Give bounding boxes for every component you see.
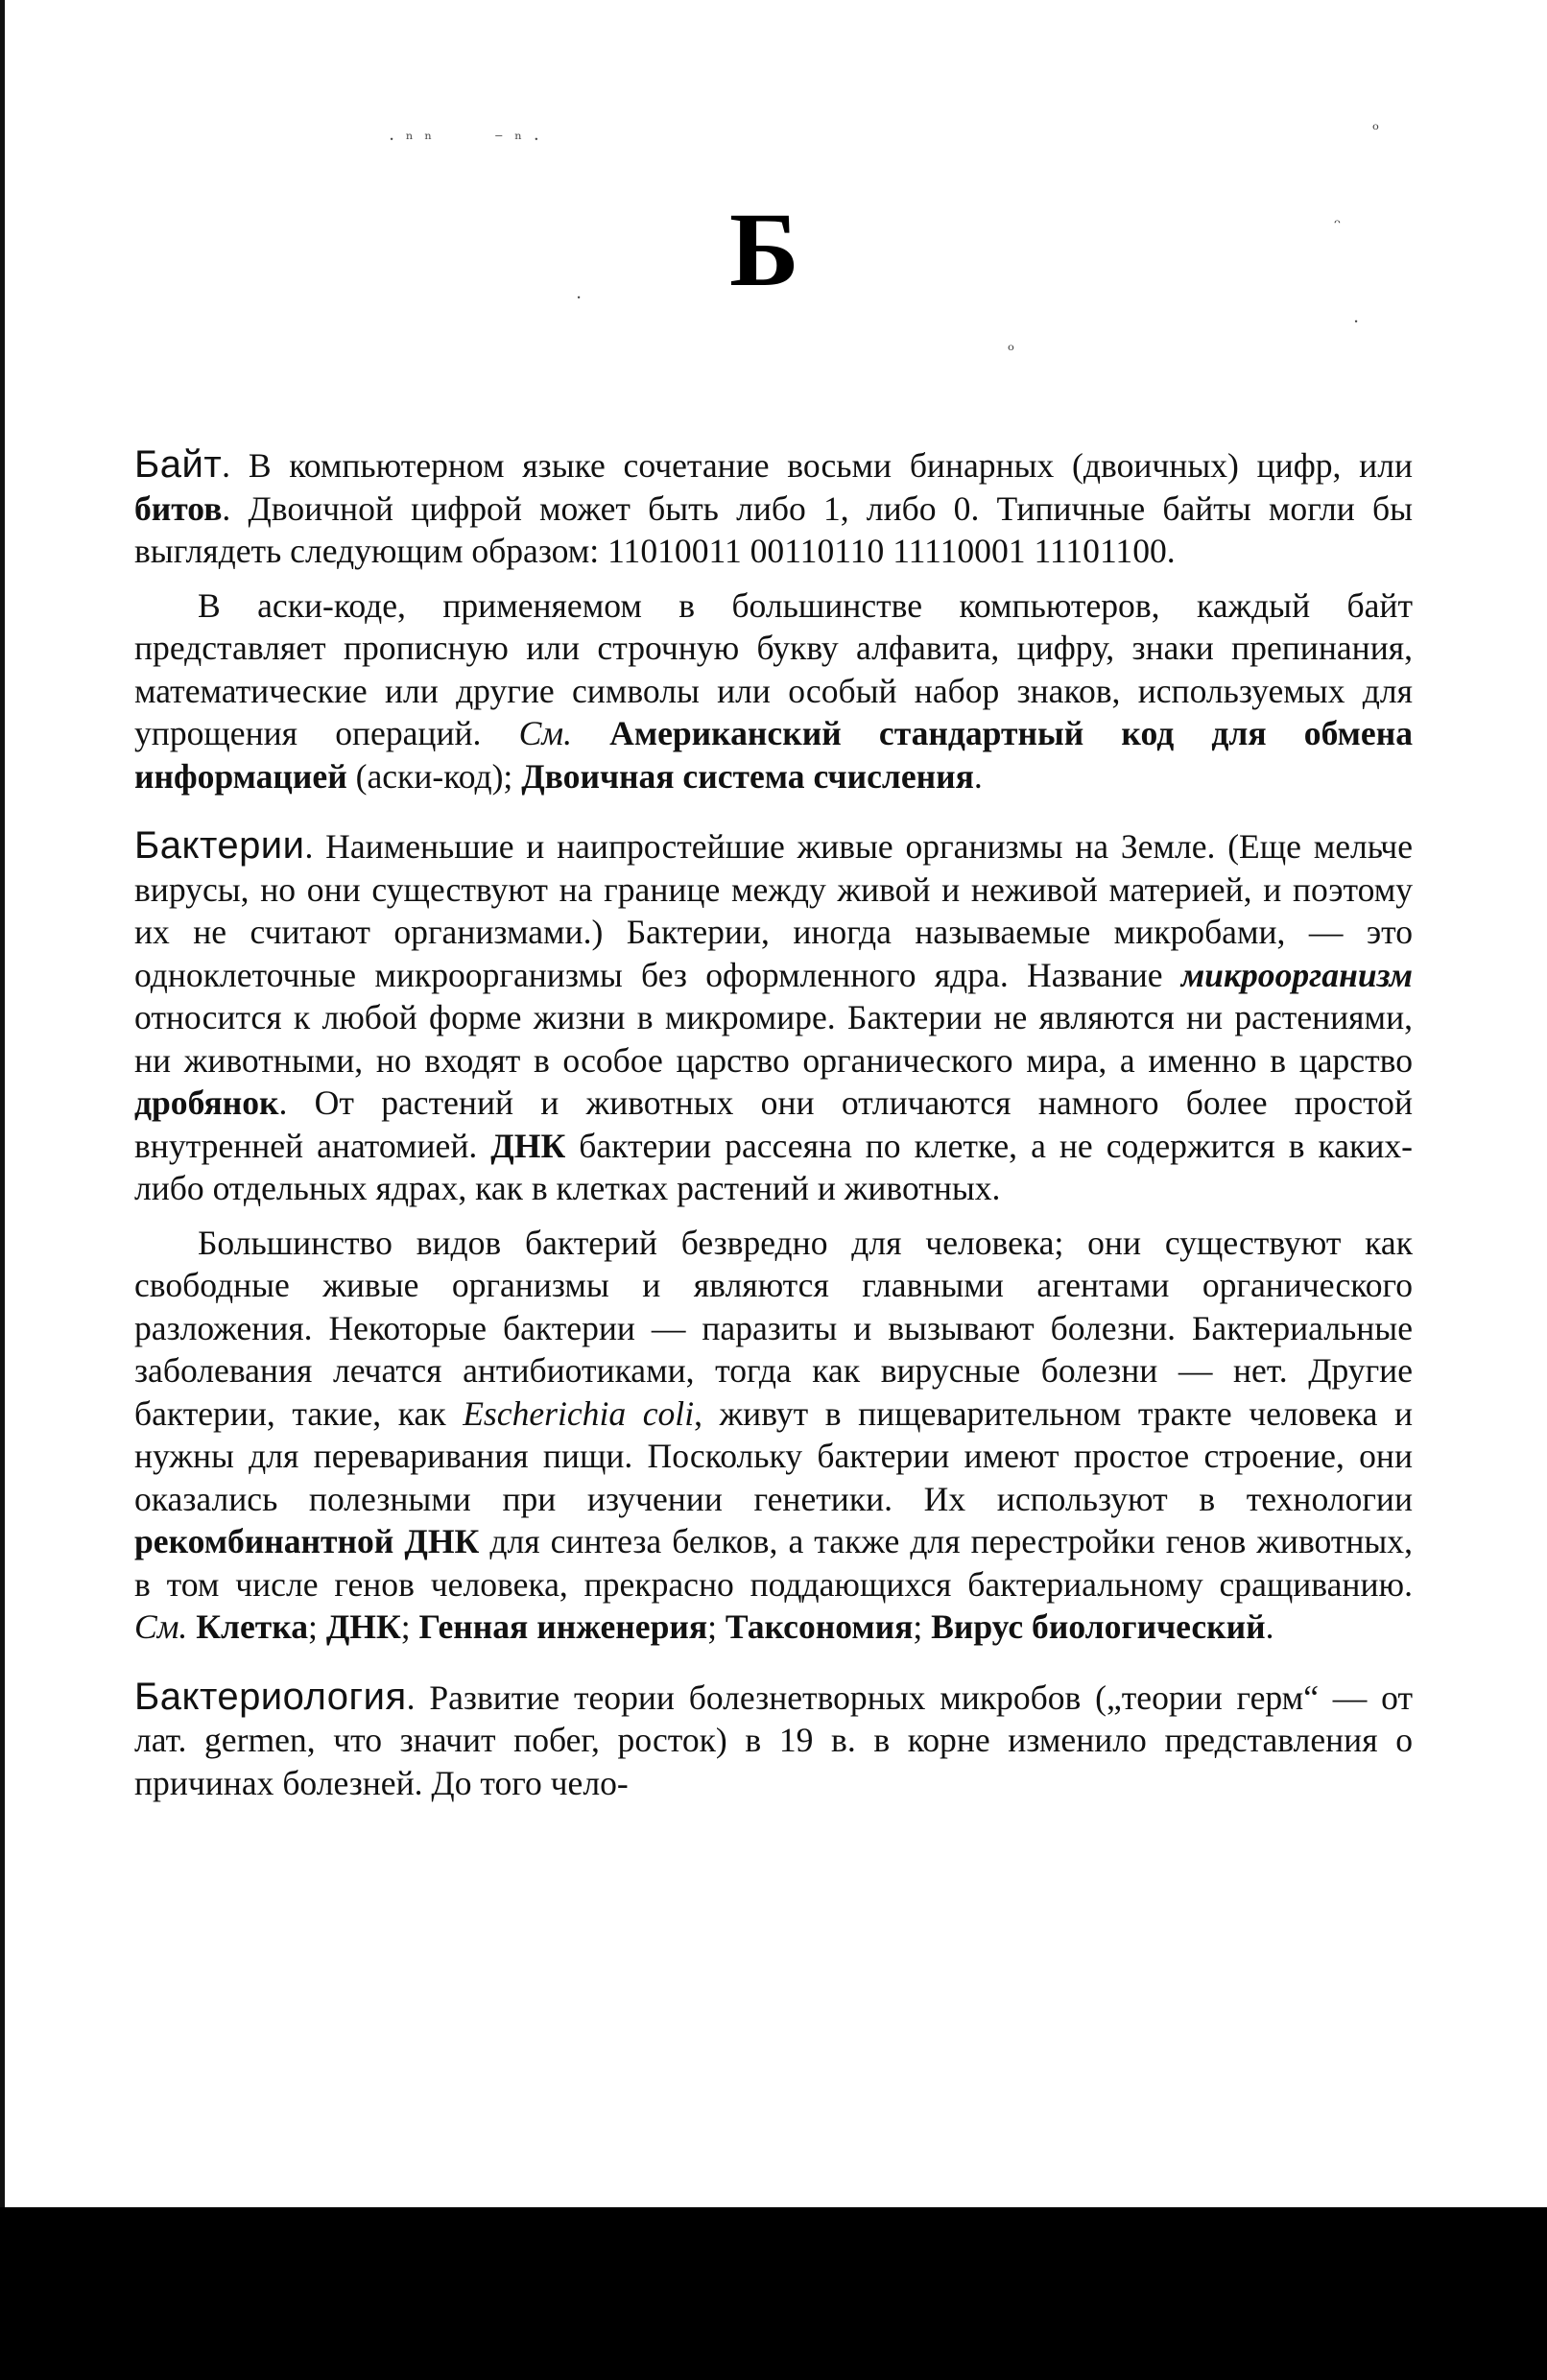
page-edge — [0, 0, 5, 2207]
scan-noise: ⋅ ⁿ ⁿ — [389, 130, 436, 150]
body-text: Наименьшие и наипростейшие живые организмы на Земле. (Еще мельче вирусы, но они существуют на границе между живой и неживой материей, и поэтому их не считают организмами.) Бактерии, иногда называемые микробами, — это одноклеточные микроорганизмы без оформленного ядра. Название — [134, 827, 1413, 994]
body-text: . От растений и животных они отличаются намного более простой внутренней анатомией. — [134, 1083, 1413, 1165]
body-text: , живут в пищеварительном тракте человека и нужны для переваривания пищи. Поскольку бактерии имеют простое строение, они оказались полезными при изучении генетики. Их используют в технологии — [134, 1393, 1413, 1518]
entry-paragraph — [134, 1222, 1413, 1649]
cross-reference-term: См. — [518, 714, 572, 752]
dictionary-entry — [134, 824, 1413, 1649]
body-text: . — [973, 756, 983, 796]
body-text: ; — [913, 1607, 932, 1646]
body-text: . — [1265, 1607, 1274, 1646]
entry-term: Байт — [134, 443, 223, 486]
cross-reference-term: ДНК — [490, 1126, 566, 1165]
dictionary-body — [134, 443, 1413, 1804]
body-text — [572, 714, 609, 752]
cross-reference-term: См. — [134, 1607, 188, 1646]
cross-reference-term: микроорганизм — [1180, 955, 1413, 994]
body-text: (аски-код); — [346, 756, 522, 796]
body-text: Большинство видов бактерий безвредно для человека; они существуют как свободные живые организмы и являются главными агентами органического разложения. Некоторые бактерии — паразиты и вызывают болезни. Бактериальные заболевания лечатся антибиотиками, тогда как вирусные болезни — нет. Другие бактерии, такие, как — [134, 1223, 1413, 1433]
entry-term: Бактериология — [134, 1675, 407, 1718]
cross-reference-term: Таксономия — [725, 1607, 914, 1646]
body-text: В компьютерном языке сочетание восьми бинарных (двоичных) цифр, или — [230, 446, 1413, 485]
entry-paragraph: Бактерии. Наименьшие и наипростейшие живые организмы на Земле. (Еще мельче вирусы, но они существуют на границе между живой и неживой материей, и поэтому их не считают организмами.) Бактерии, иногда называемые микробами, — это одноклеточные микроорганизмы без оформленного ядра. Название микроорганизм относится к любой форме жизни в микромире. Бактерии не являются ни растениями, ни животными, но входят в особое царство органического мира, а именно в царство дробянок. От растений и животных они отличаются намного более простой внутренней анатомией. ДНК бактерии рассеяна по клетке, а не содержится в каких-либо отдельных ядрах, как в клетках растений и животных. — [134, 824, 1414, 1207]
cross-reference-term: Генная инженерия — [418, 1607, 708, 1646]
body-text: бактерии рассеяна по клетке, а не содержится в каких-либо отдельных ядрах, как в клетках растений и животных. — [134, 1126, 1414, 1207]
entry-paragraph: Байт. В компьютерном языке сочетание восьми бинарных (двоичных) цифр, или битов. Двоичной цифрой может быть либо 1, либо 0. Типичные байты могли бы выглядеть следующим образом: 11010011 00110110 11110001 11101100. — [134, 443, 1413, 570]
body-text: ; — [400, 1607, 419, 1646]
cross-reference-term: ДНК — [325, 1607, 401, 1646]
entry-paragraph — [134, 584, 1413, 798]
entry-term: Бактерии — [134, 824, 305, 867]
cross-reference-term: Вирус биологический — [931, 1607, 1266, 1646]
body-text: . Двоичной цифрой может быть либо 1, либо 0. Типичные байты могли бы выглядеть следующим образом: 11010011 00110110 11110001 11101100. — [134, 488, 1413, 570]
cross-reference-term: рекомбинантной ДНК — [134, 1522, 480, 1560]
scan-noise: ᵒ — [1372, 120, 1382, 140]
cross-reference-term: Американский стандартный код для обмена информацией — [134, 714, 1413, 796]
cross-reference-term: Escherichia coli — [463, 1393, 695, 1433]
body-text: ; — [707, 1607, 726, 1646]
cross-reference-term: Клетка — [196, 1607, 309, 1646]
body-text: для синтеза белков, а также для перестройки генов животных, в том числе генов человека, прекрасно поддающихся бактериальному сращиванию. — [134, 1522, 1413, 1604]
scan-noise: ⋅ — [576, 288, 585, 308]
body-text: относится к любой форме жизни в микромире. Бактерии не являются ни растениями, ни животными, но входят в особое царство органического мира, а именно в царство — [134, 998, 1413, 1080]
scan-noise: ⋅ — [1353, 312, 1363, 332]
scan-noise: ⁻ ⁿ ⋅ — [494, 130, 542, 150]
body-text: В аски-коде, применяемом в большинстве компьютеров, каждый байт представляет прописную или строчную букву алфавита, цифру, знаки препинания, математические или другие символы или особый набор знаков, используемых для упрощения операций. — [134, 585, 1413, 752]
scan-noise: ᵔ — [1334, 216, 1344, 236]
body-text: Развитие теории болезнетворных микробов („теории герм“ — от лат. germen, что значит побег, росток) в 19 в. в корне изменило представления о причинах болезней. До того чело- — [134, 1678, 1413, 1802]
scan-noise: ᵒ — [1008, 341, 1017, 361]
scan-bottom-bar — [0, 2207, 1547, 2380]
body-text — [187, 1607, 196, 1646]
cross-reference-term: битов — [134, 488, 223, 528]
dictionary-entry — [134, 1676, 1413, 1805]
dictionary-entry — [134, 443, 1413, 797]
section-letter: Б — [729, 191, 799, 308]
body-text: ; — [308, 1607, 326, 1646]
cross-reference-term: дробянок — [134, 1083, 279, 1122]
cross-reference-term: Двоичная система счисления — [521, 756, 974, 796]
entry-paragraph: Бактериология. Развитие теории болезнетворных микробов („теории герм“ — от лат. germen, что значит побег, росток) в 19 в. в корне изменило представления о причинах болезней. До того чело- — [134, 1675, 1413, 1802]
